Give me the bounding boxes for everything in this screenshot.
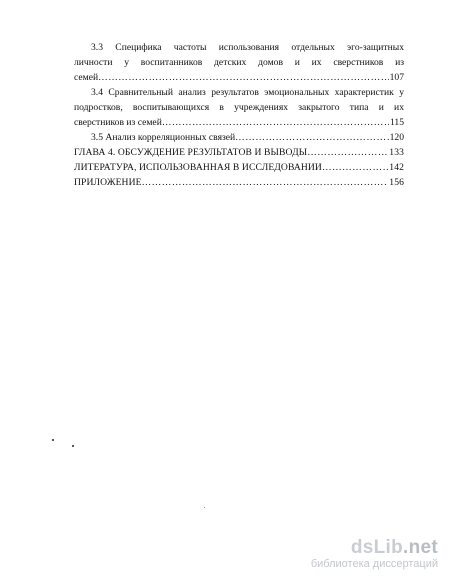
toc-entry-last-line [74, 130, 404, 145]
toc-entry-appendix [74, 175, 404, 190]
dot-leader [162, 115, 389, 130]
dot-leader [307, 145, 388, 160]
toc-entry-last-line [74, 145, 404, 160]
toc-page-number: 107 [389, 72, 404, 83]
toc-entry-line: личности у воспитанников детских домов и их сверстников из [74, 57, 404, 68]
dot-leader [98, 70, 389, 85]
scan-speck [52, 439, 54, 441]
toc-page-number: 133 [389, 147, 404, 158]
toc-entry-title-end: сверстников из семей [74, 117, 162, 128]
toc-entry-3-3 [74, 40, 404, 85]
toc-entry-3-4 [74, 85, 404, 130]
toc-entry-3-5 [74, 130, 404, 145]
toc-page-number: 156 [389, 177, 404, 188]
toc-entry-line: подростков, воспитывающихся в учреждениях закрытого типа и их [74, 102, 404, 113]
watermark-subtitle: библиотека диссертаций [310, 558, 438, 570]
toc-entry-last-line [74, 160, 404, 175]
toc-entry-last-line [74, 70, 404, 85]
toc-entry-last-line [74, 175, 404, 190]
watermark-brand-main: dsLib [350, 537, 404, 558]
table-of-contents [74, 40, 404, 190]
dot-leader [322, 160, 388, 175]
toc-entry-literature [74, 160, 404, 175]
toc-entry-title: ЛИТЕРАТУРА, ИСПОЛЬЗОВАННАЯ В ИССЛЕДОВАНИИ [74, 162, 322, 173]
toc-entry-title-end: семей [74, 72, 99, 83]
dot-leader [235, 130, 388, 145]
dot-leader [142, 175, 389, 190]
toc-entry-title: ПРИЛОЖЕНИЕ [74, 177, 142, 188]
scan-speck [72, 445, 74, 447]
site-watermark-logo [311, 538, 438, 571]
watermark-brand [311, 538, 438, 558]
toc-entry-title: ГЛАВА 4. ОБСУЖДЕНИЕ РЕЗУЛЬТАТОВ И ВЫВОДЫ [74, 147, 308, 158]
toc-entry-chapter-4 [74, 145, 404, 160]
scan-speck [204, 507, 205, 508]
toc-page-number: 142 [389, 162, 404, 173]
watermark-brand-tld: .net [403, 537, 438, 558]
toc-page-number: 115 [389, 117, 404, 128]
toc-page-number: 120 [389, 132, 404, 143]
toc-entry-title: 3.5 Анализ корреляционных связей [91, 132, 236, 143]
toc-entry-line: 3.3 Специфика частоты использования отдельных эго-защитных [91, 42, 404, 53]
toc-entry-line: 3.4 Сравнительный анализ результатов эмоциональных характеристик у [91, 87, 404, 98]
toc-entry-last-line [74, 115, 404, 130]
